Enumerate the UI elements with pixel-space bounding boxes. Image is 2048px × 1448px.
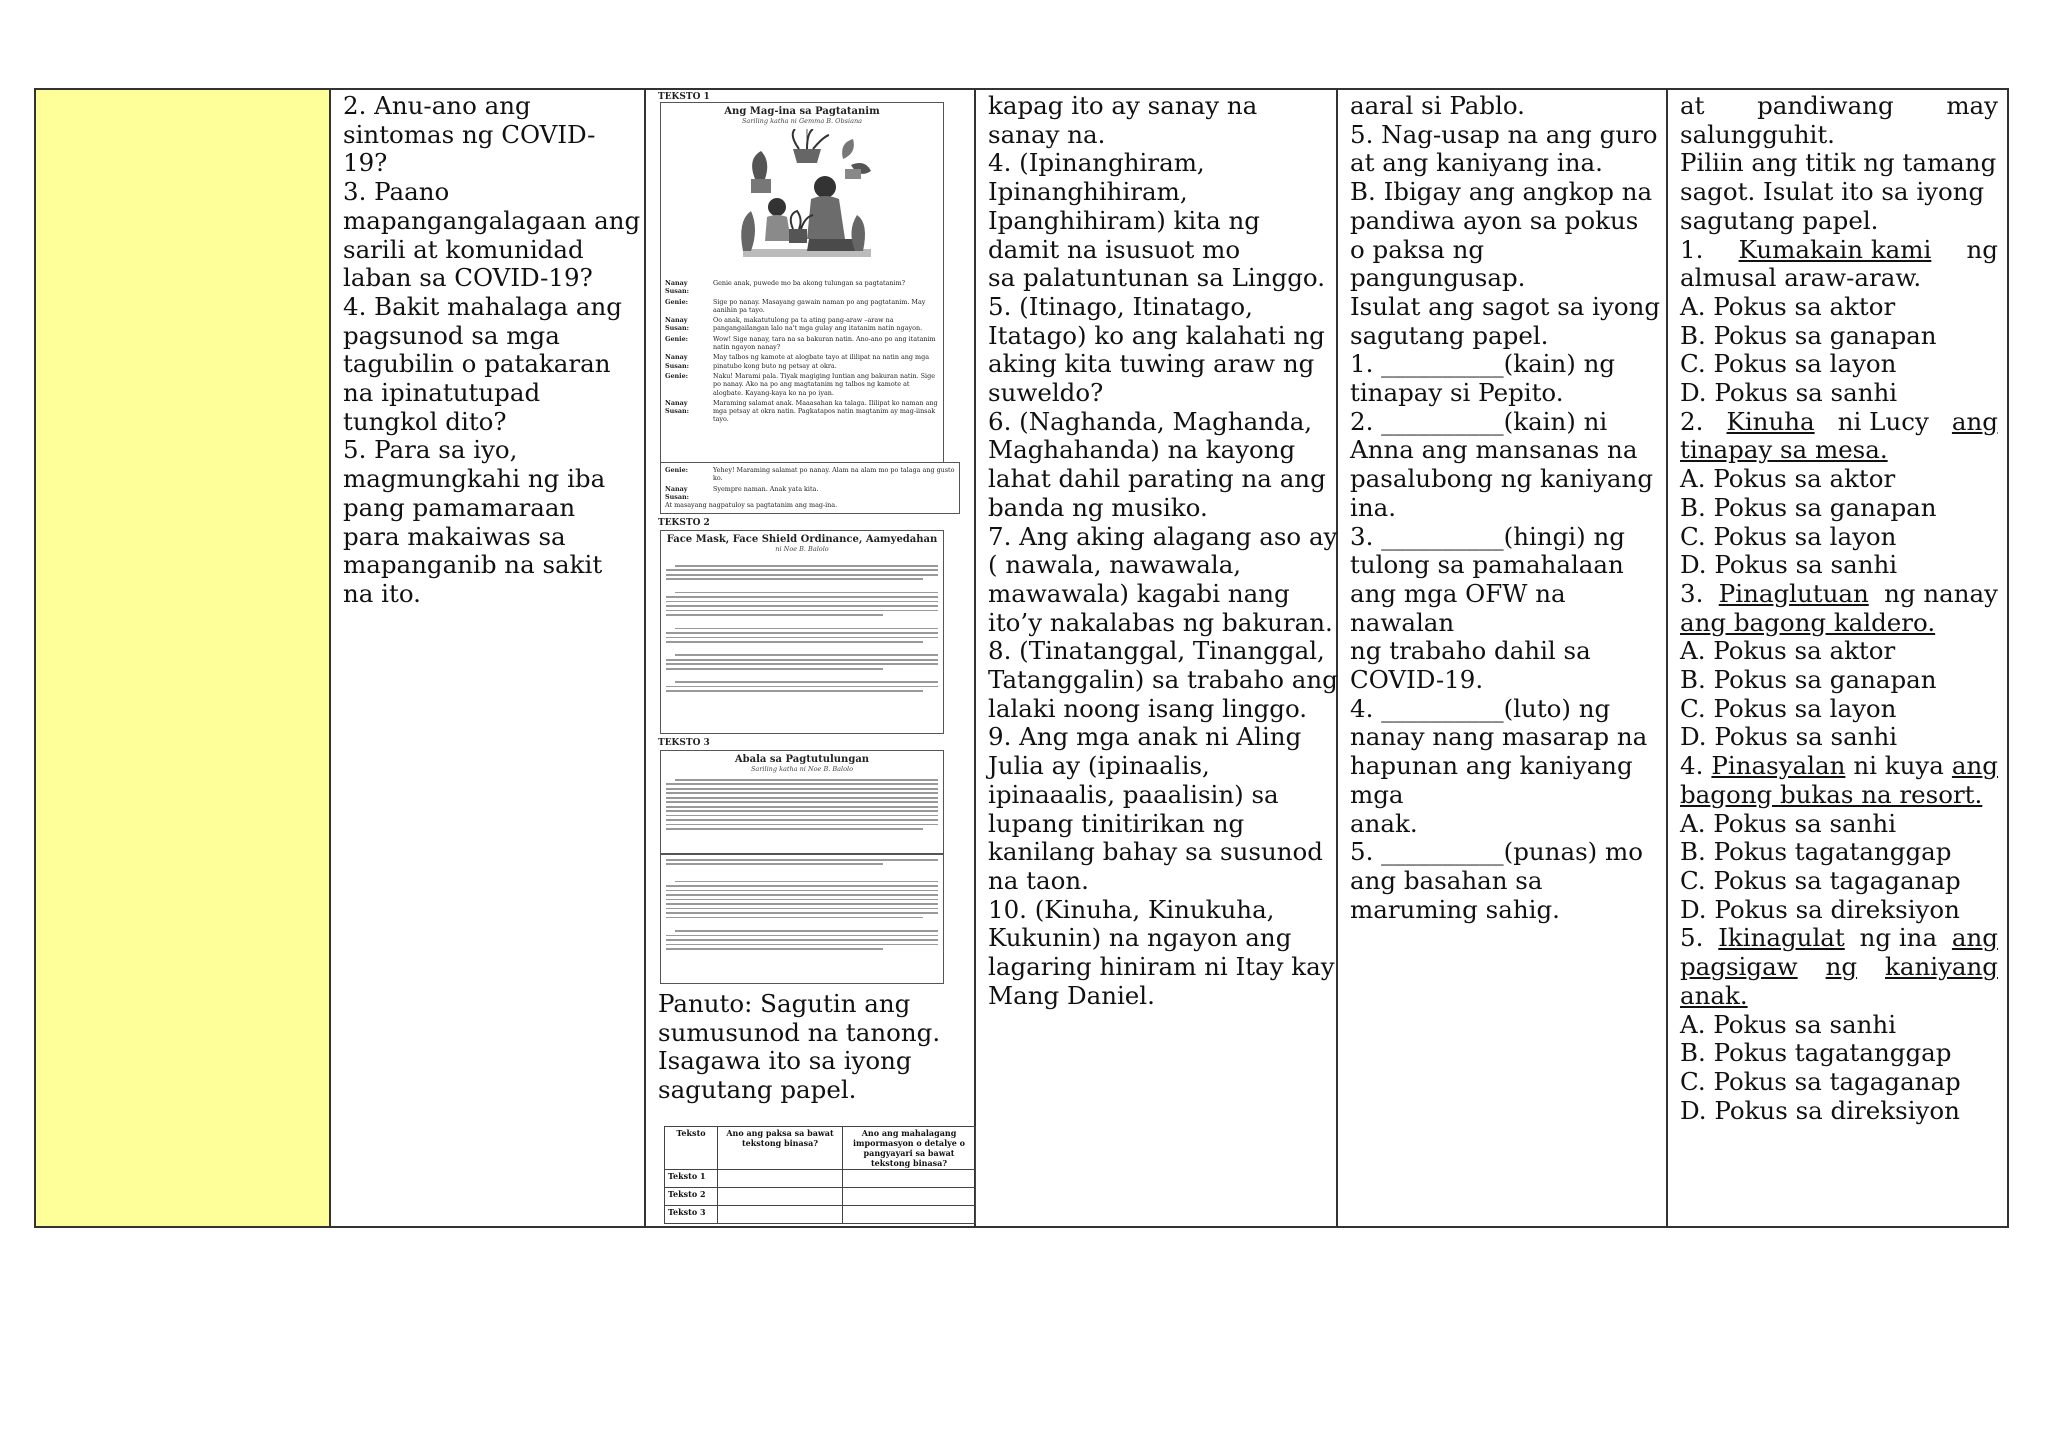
item-line: Kukunin) na ngayon ang: [988, 923, 1292, 953]
dialogue-speaker: Nanay Susan:: [665, 353, 690, 370]
question-line: mapangangalagaan ang: [343, 205, 641, 235]
reading-texts-column: [646, 90, 976, 1226]
mother-child-planting-illustration: [733, 129, 881, 271]
dialogue-text: May talbos ng kamote at alogbate tayo at ililipat na natin ang mga pinatubo kong buto ng petsay at okra.: [713, 353, 930, 370]
dialogue-speaker: Genie:: [665, 334, 689, 343]
question-5: 5. Ikinagulat ng ina ang: [1680, 923, 1998, 953]
item-line: pandiwa ayon sa pokus: [1350, 205, 1639, 235]
item-line: sa palatuntunan sa Linggo.: [988, 263, 1326, 293]
item-line: o paksa ng: [1350, 234, 1485, 264]
yellow-column: [36, 90, 331, 1226]
question-line: 4. Bakit mahalaga ang: [343, 291, 622, 321]
item-line: ina.: [1350, 492, 1397, 522]
choice-option: C. Pokus sa tagaganap: [1680, 1066, 1961, 1096]
question-line: sintomas ng COVID-: [343, 119, 596, 149]
choice-option: B. Pokus sa ganapan: [1680, 320, 1937, 350]
item-line: 5. Nag-usap na ang guro: [1350, 119, 1658, 149]
choices-5: [1680, 1011, 1998, 1126]
item-line: maruming sahig.: [1350, 894, 1560, 924]
choice-option: D. Pokus sa sanhi: [1680, 722, 1898, 752]
table-row: [665, 1170, 976, 1188]
table-row-label: Teksto 3: [665, 1206, 718, 1224]
teksto3-body-continued: [661, 859, 943, 950]
question-line: para makaiwas sa: [343, 521, 566, 551]
choices-2: [1680, 465, 1998, 580]
dialogue-text: Sige po nanay. Masayang gawain naman po ang pagtatanim. May aanihin pa tayo.: [713, 297, 926, 314]
choices-3: [1680, 637, 1998, 752]
teksto1-box: [660, 102, 944, 466]
dialogue-speaker: Genie:: [665, 371, 689, 380]
item-line: lahat dahil parating na ang: [988, 464, 1326, 494]
verb-choice-items: [988, 92, 1338, 1011]
teksto3-box: [660, 750, 944, 854]
dialogue-line: [665, 279, 939, 296]
item-line: na taon.: [988, 865, 1089, 895]
item-line: 2. __________(kain) ni: [1350, 406, 1608, 436]
choice-option: C. Pokus sa layon: [1680, 349, 1897, 379]
dialogue-line: [665, 316, 939, 333]
teksto1-label: TEKSTO 1: [658, 92, 710, 102]
item-line: aking kita tuwing araw ng: [988, 349, 1315, 379]
question-2: 2. Kinuha ni Lucy ang: [1680, 406, 1998, 436]
choice-option: A. Pokus sa aktor: [1680, 464, 1896, 494]
teksto1-dialogue-continued: [665, 466, 955, 503]
teksto1-closing: At masayang nagpatuloy sa pagtatanim ang mag-ina.: [665, 501, 838, 509]
table-row-label: Teksto 1: [665, 1170, 718, 1188]
dialogue-speaker: Nanay Susan:: [665, 484, 690, 501]
table-row: [665, 1188, 976, 1206]
item-line: sagutang papel.: [1350, 320, 1549, 350]
panuto-line: Isagawa ito sa iyong: [658, 1046, 912, 1076]
question-4: 4. Pinasyalan ni kuya ang: [1680, 751, 1998, 781]
item-line: ( nawala, nawawala,: [988, 550, 1242, 580]
question-line: sarili at komunidad: [343, 234, 584, 264]
item-line: Maghahanda) na kayong: [988, 435, 1296, 465]
teksto1-author: Sariling katha ni Gemma B. Obsiana: [741, 117, 863, 125]
item-line: 3. __________(hingi) ng: [1350, 521, 1625, 551]
teksto2-label: TEKSTO 2: [658, 518, 710, 528]
item-line: 4. (Ipinanghiram,: [988, 148, 1205, 178]
item-line: Julia ay (ipinaalis,: [988, 751, 1210, 781]
item-line: ng trabaho dahil sa: [1350, 636, 1591, 666]
item-line: ang mga OFW na: [1350, 578, 1566, 608]
item-line: sanay na.: [988, 119, 1106, 149]
question-line: 5. Para sa iyo,: [343, 435, 518, 465]
item-line: pangungusap.: [1350, 263, 1526, 293]
item-line: 4. __________(luto) ng: [1350, 693, 1611, 723]
choice-option: B. Pokus sa ganapan: [1680, 665, 1937, 695]
choice-option: D. Pokus sa sanhi: [1680, 378, 1898, 408]
dialogue-line: [665, 298, 939, 315]
teksto3-title: Abala sa Pagtutulungan: [734, 754, 870, 765]
table-row: [665, 1206, 976, 1224]
panuto-instructions: [658, 990, 940, 1105]
fill-in-column: [1338, 90, 1668, 1226]
choices-1: [1680, 293, 1998, 408]
item-line: lagaring hiniram ni Itay kay: [988, 952, 1335, 982]
item-line: suweldo?: [988, 378, 1104, 408]
question-3: 3. Pinaglutuan ng nanay: [1680, 578, 1998, 608]
table-header-teksto: Teksto: [665, 1127, 718, 1170]
dialogue-speaker: Nanay Susan:: [665, 279, 690, 296]
item-line: COVID-19.: [1350, 665, 1484, 695]
item-line: kapag ito ay sanay na: [988, 91, 1258, 120]
item-line: 9. Ang mga anak ni Aling: [988, 722, 1302, 752]
teksto3-body: [661, 779, 943, 830]
teksto2-author: ni Noe B. Balolo: [775, 545, 829, 553]
question-line: mapanganib na sakit: [343, 550, 603, 580]
dialogue-speaker: Genie:: [665, 297, 689, 306]
focus-choice-items: at pandiwang may salungguhit. Piliin ang titik ng tamang sagot. Isulat ito sa iyong sagutang papel. 1. Kumakain kami ng almusal araw-araw. A. Pokus sa aktor B. Pokus sa ganapan C. Pokus sa layon D. Pokus sa sanhi 2. Kinuha ni Lucy ang tinapay sa mesa. A. Pokus sa aktor B. Pokus sa ganapan C. Pokus sa layon D. Pokus sa sanhi 3. Pinaglutuan ng nanay ang bagong kaldero. A. Pokus sa aktor B. Pokus sa ganapan C. Pokus sa layon D. Pokus sa sanhi 4. Pinasyalan ni kuya ang bagong bukas na resort. A. Pokus sa sanhi B. Pokus tagatanggap C. Pokus sa tagaganap D. Pokus sa direksiyon 5. Ikinagulat ng ina ang pagsigaw ng kaniyang anak. A. Pokus sa sanhi B. Pokus tagatanggap C. Pokus sa tagaganap D. Pokus sa direksiyon: [1680, 91, 1998, 1125]
dialogue-text: Wow! Sige nanay, tara na sa bakuran natin. Ano-ano po ang itatanim natin ngayon nanay?: [713, 334, 936, 352]
teksto3-label: TEKSTO 3: [658, 738, 710, 748]
dialogue-text: Maraming salamat anak. Maaasahan ka talaga. Ililipat ko naman ang mga petsay at okra natin. Pagkatapos natin magtanim ay mag-iinsak tayo.: [713, 398, 938, 424]
item-line: 5. (Itinago, Itinatago,: [988, 291, 1253, 321]
choice-option: D. Pokus sa sanhi: [1680, 550, 1898, 580]
item-line: at ang kaniyang ina.: [1350, 148, 1603, 178]
item-line: tulong sa pamahalaan: [1350, 550, 1624, 580]
item-line: nanay nang masarap na: [1350, 722, 1648, 752]
questions-column: [331, 90, 646, 1226]
intro-line: at pandiwang may: [1680, 91, 1998, 120]
choice-option: C. Pokus sa tagaganap: [1680, 865, 1961, 895]
dialogue-text: Yehey! Maraming salamat po nanay. Alam na alam mo po talaga ang gusto ko.: [713, 466, 955, 483]
item-line: banda ng musiko.: [988, 492, 1208, 522]
teksto1-dialogue: [665, 279, 939, 426]
panuto-line: sumusunod na tanong.: [658, 1017, 941, 1047]
choice-option: A. Pokus sa sanhi: [1680, 1009, 1897, 1039]
focus-choice-column: [1668, 90, 2009, 1226]
item-line: pasalubong ng kaniyang: [1350, 464, 1653, 494]
choice-option: C. Pokus sa layon: [1680, 521, 1897, 551]
item-line: lupang tinitirikan ng: [988, 808, 1245, 838]
item-line: ito’y nakalabas ng bakuran.: [988, 607, 1333, 637]
verb-choice-column: [976, 90, 1338, 1226]
item-line: 10. (Kinuha, Kinukuha,: [988, 894, 1275, 924]
choice-option: D. Pokus sa direksiyon: [1680, 894, 1960, 924]
question-line: pagsunod sa mga: [343, 320, 560, 350]
teksto1-title: Ang Mag-ina sa Pagtatanim: [724, 106, 880, 117]
item-line: Ipinanghihiram,: [988, 177, 1188, 207]
question-5-line2: pagsigaw ng kaniyang: [1680, 952, 1998, 982]
choice-option: A. Pokus sa aktor: [1680, 291, 1896, 321]
item-line: aaral si Pablo.: [1350, 91, 1525, 120]
item-line: Ipanghihiram) kita ng: [988, 205, 1260, 235]
choice-option: D. Pokus sa direksiyon: [1680, 1095, 1960, 1125]
dialogue-line: [665, 372, 939, 397]
question-line: laban sa COVID-19?: [343, 263, 593, 293]
item-line: kanilang bahay sa susunod: [988, 837, 1323, 867]
item-line: hapunan ang kaniyang: [1350, 751, 1633, 781]
item-line: damit na isusuot mo: [988, 234, 1241, 264]
item-line: ipinaaalis, paaalisin) sa: [988, 779, 1279, 809]
item-line: Itatago) ko ang kalahati ng: [988, 320, 1325, 350]
item-line: mga: [1350, 779, 1404, 809]
teksto2-title: Face Mask, Face Shield Ordinance, Aamyedahan: [666, 534, 938, 545]
dialogue-line: [665, 466, 955, 483]
panuto-line: sagutang papel.: [658, 1075, 857, 1105]
question-line: na ipinatutupad: [343, 378, 541, 408]
item-line: B. Ibigay ang angkop na: [1350, 177, 1653, 207]
dialogue-speaker: Nanay Susan:: [665, 398, 690, 416]
item-line: Mang Daniel.: [988, 980, 1155, 1010]
item-line: 1. __________(kain) ng: [1350, 349, 1616, 379]
dialogue-text: Naku! Marami pala. Tiyak magiging luntian ang bakuran natin. Sige po nanay. Ako na po ang magtatanim ng talbos ng kamote at alogbate. Kayang-kaya ko na po iyan.: [713, 371, 935, 397]
choice-option: A. Pokus sa sanhi: [1680, 808, 1897, 838]
choice-option: C. Pokus sa layon: [1680, 693, 1897, 723]
table-row-label: Teksto 2: [665, 1188, 718, 1206]
teksto3-author: Sariling katha ni Noe B. Balolo: [750, 765, 854, 773]
item-line: nawalan: [1350, 607, 1455, 637]
question-line: tungkol dito?: [343, 406, 507, 436]
dialogue-text: Oo anak, makatutulong pa ta ating pang-araw –araw na pangangailangan lalo na't mga gulay ang itatanim natin ngayon.: [713, 316, 923, 333]
choice-option: B. Pokus tagatanggap: [1680, 1038, 1952, 1068]
item-line: 7. Ang aking alagang aso ay: [988, 521, 1338, 551]
choices-4: [1680, 810, 1998, 925]
item-line: anak.: [1350, 808, 1418, 838]
teksto-answer-table: [664, 1126, 976, 1224]
choice-option: A. Pokus sa aktor: [1680, 636, 1896, 666]
dialogue-speaker: Nanay Susan:: [665, 316, 690, 333]
dialogue-speaker: Genie:: [665, 466, 689, 474]
choice-option: B. Pokus sa ganapan: [1680, 492, 1937, 522]
covid-questions: [343, 92, 640, 609]
teksto2-box: [660, 530, 944, 734]
teksto2-body: [661, 565, 943, 692]
dialogue-line: [665, 485, 955, 502]
question-line: 19?: [343, 148, 388, 178]
item-line: 5. __________(punas) mo: [1350, 837, 1643, 867]
table-header-paksa: Ano ang paksa sa bawat tekstong binasa?: [718, 1127, 843, 1170]
choice-option: B. Pokus tagatanggap: [1680, 837, 1952, 867]
teksto1-continuation-box: [660, 462, 960, 514]
question-1: 1. Kumakain kami ng: [1680, 234, 1998, 264]
item-line: Isulat ang sagot sa iyong: [1350, 291, 1661, 321]
dialogue-text: Genie anak, puwede mo ba akong tulungan sa pagtatanim?: [713, 279, 906, 287]
question-line: pang pamamaraan: [343, 492, 576, 522]
question-line: tagubilin o patakaran: [343, 349, 611, 379]
item-line: 8. (Tinatanggal, Tinanggal,: [988, 636, 1325, 666]
dialogue-line: [665, 353, 939, 370]
item-line: Tatanggalin) sa trabaho ang: [988, 665, 1338, 695]
item-line: mawawala) kagabi nang: [988, 578, 1290, 608]
item-line: 6. (Naghanda, Maghanda,: [988, 406, 1313, 436]
item-line: tinapay si Pepito.: [1350, 378, 1564, 408]
fill-in-items: [1350, 92, 1660, 924]
item-line: Anna ang mansanas na: [1350, 435, 1638, 465]
question-line: na ito.: [343, 578, 421, 608]
dialogue-line: [665, 399, 939, 424]
question-line: 2. Anu-ano ang: [343, 91, 531, 120]
item-line: ang basahan sa: [1350, 865, 1543, 895]
table-header-impormasyon: Ano ang mahalagang impormasyon o detalye o pangyayari sa bawat tekstong binasa?: [843, 1127, 976, 1170]
panuto-line: Panuto: Sagutin ang: [658, 989, 911, 1018]
teksto3-continuation-box: [660, 854, 944, 984]
question-line: 3. Paano: [343, 177, 450, 207]
dialogue-line: [665, 335, 939, 352]
item-line: lalaki noong isang linggo.: [988, 693, 1308, 723]
lesson-table: [34, 88, 2009, 1228]
dialogue-text: Syempre naman. Anak yata kita.: [713, 484, 819, 493]
question-line: magmungkahi ng iba: [343, 464, 606, 494]
